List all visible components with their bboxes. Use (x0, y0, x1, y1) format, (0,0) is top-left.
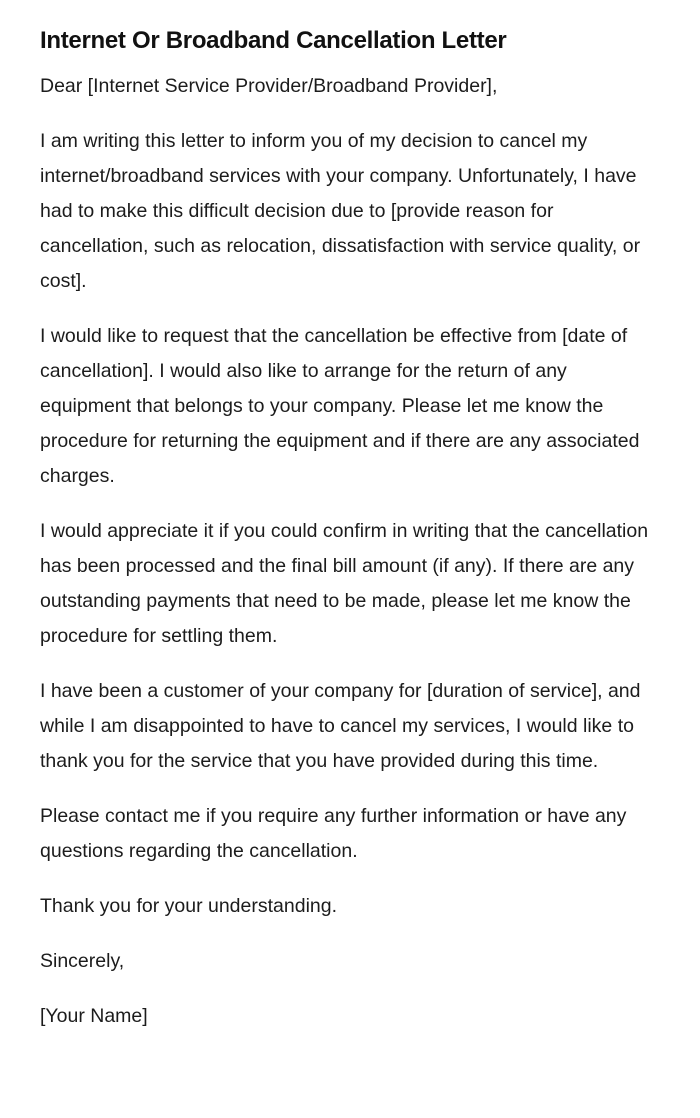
letter-paragraph-appreciation: I have been a customer of your company for [duration of service], and while I am disappointed to have to cancel my services, I would like to thank you for the service that you have provided during this time. (40, 680, 641, 772)
letter-paragraph-contact: Please contact me if you require any further information or have any questions regarding the cancellation. (40, 805, 627, 862)
letter-salutation: Dear [Internet Service Provider/Broadband Provider], (40, 75, 498, 97)
letter-paragraph-effective-date: I would like to request that the cancellation be effective from [date of cancellation]. I would also like to arrange for the return of any equipment that belongs to your company. Please let me know the procedure for returning the equipment and if there are any associated charges. (40, 325, 640, 487)
letter-signature: [Your Name] (40, 1005, 148, 1027)
letter-paragraph-thanks: Thank you for your understanding. (40, 895, 338, 917)
letter-title: Internet Or Broadband Cancellation Letter (40, 27, 507, 54)
letter-paragraph-reason: I am writing this letter to inform you of my decision to cancel my internet/broadband services with your company. Unfortunately, I have had to make this difficult decision due to [provide reason for cancellation, such as relocation, dissatisfaction with service quality, or cost]. (40, 130, 641, 292)
letter-closing: Sincerely, (40, 950, 125, 972)
letter-paragraph-confirmation: I would appreciate it if you could confirm in writing that the cancellation has been processed and the final bill amount (if any). If there are any outstanding payments that need to be made, please let me know the procedure for settling them. (40, 520, 649, 647)
